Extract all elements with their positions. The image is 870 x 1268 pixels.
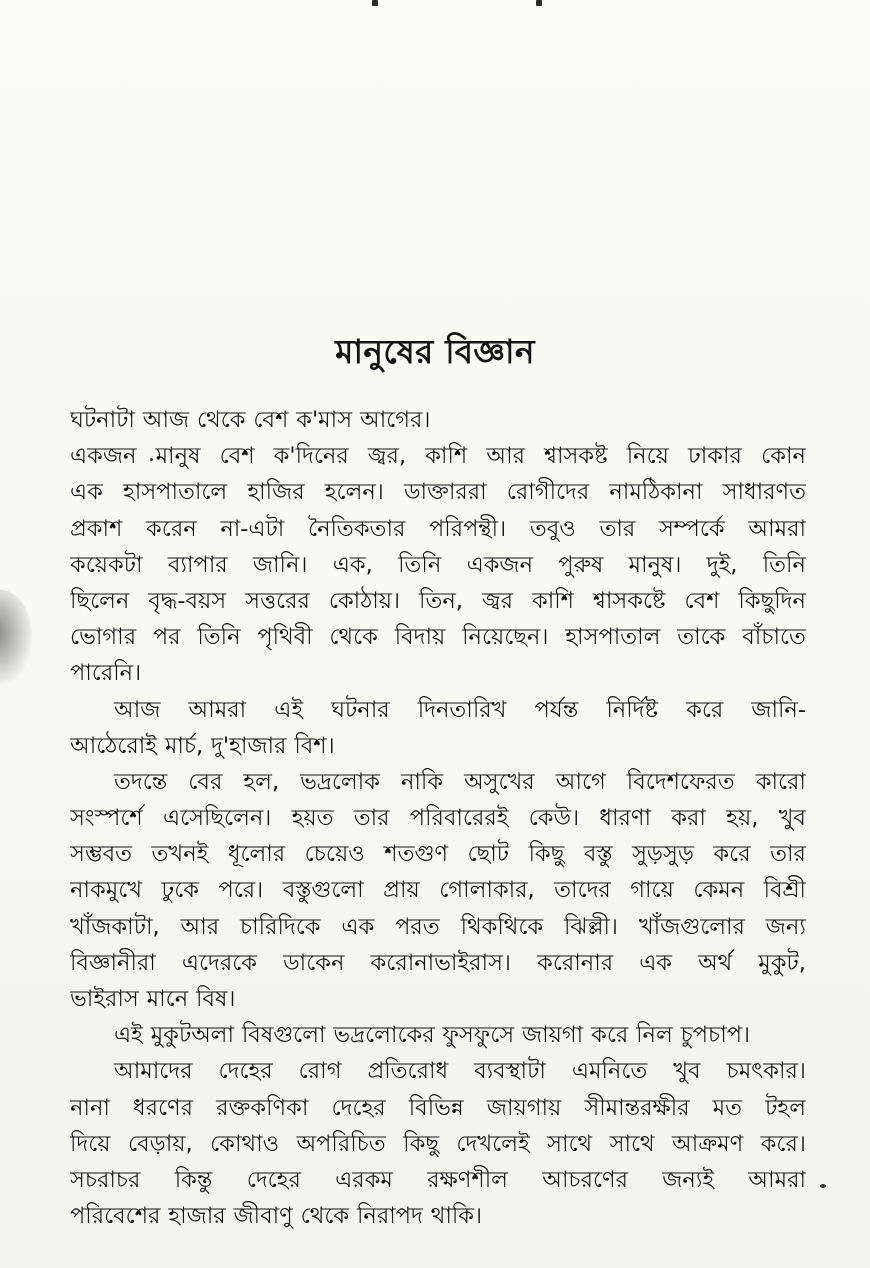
text-line: এক হাসপাতালে হাজির হলেন। ডাক্তাররা রোগীদের নামঠিকানা সাধারণত [70,479,806,506]
text-line: ভাইরাস মানে বিষ। [70,986,236,1012]
text-line: এই মুকুটঅলা বিষগুলো ভদ্রলোকের ফুসফুসে জায়গা করে নিল চুপচাপ। [114,1022,751,1049]
text-line: নানা ধরণের রক্তকণিকা দেহের বিভিন্ন জায়গায় সীমান্তরক্ষীর মত টহল [70,1094,806,1121]
text-line: কয়েকটা ব্যাপার জানি। এক, তিনি একজন পুরুষ মানুষ। দুই, তিনি [70,551,806,578]
text-line: ভোগার পর তিনি পৃথিবী থেকে বিদায় নিয়েছেন। হাসপাতাল তাকে বাঁচাতে [70,624,806,651]
print-mark [372,0,378,6]
text-line: সম্ভবত তখনই ধূলোর চেয়েও শতগুণ ছোট কিছু বস্তু সুড়সুড় করে তার [70,841,806,868]
paragraph [70,764,806,1017]
text-line: খাঁজকাটা, আর চারিদিকে এক পরত থিকথিকে ঝিল্লী। খাঁজগুলোর জন্য [70,913,806,940]
paragraph [70,1053,806,1234]
text-line: দিয়ে বেড়ায়, কোথাও অপরিচিত কিছু দেখলেই সাথে সাথে আক্রমণ করে। [70,1130,806,1157]
text-line: পারেনি। [70,660,142,687]
text-line: প্রকাশ করেন না-এটা নৈতিকতার পরিপন্থী। তবুও তার সম্পর্কে আমরা [70,515,806,542]
text-line: একজন মানুষ বেশ ক'দিনের জ্বর, কাশি আর শ্বাসকষ্ট নিয়ে ঢাকার কোন [70,443,806,470]
paragraph [70,402,806,438]
chapter-title: মানুষের বিজ্ঞান [335,332,535,371]
text-line: ছিলেন বৃদ্ধ-বয়স সত্তরের কোঠায়। তিন, জ্বর কাশি শ্বাসকষ্টে বেশ কিছুদিন [70,587,806,614]
text-line: নাকমুখে ঢুকে পরে। বস্তুগুলো প্রায় গোলাকার, তাদের গায়ে কেমন বিশ্রী [70,877,806,904]
text-line: সংস্পর্শে এসেছিলেন। হয়ত তার পরিবারেরই কেউ। ধারণা করা হয়, খুব [70,805,806,832]
page-speck [820,1184,826,1188]
text-line: পরিবেশের হাজার জীবাণু থেকে নিরাপদ থাকি। [70,1203,483,1230]
paragraph [70,438,806,691]
finger-shadow [0,590,32,685]
paragraph [70,1017,806,1053]
body-text [70,402,806,1234]
text-line: ঘটনাটা আজ থেকে বেশ ক'মাস আগের। [70,407,431,433]
text-line: আজ আমরা এই ঘটনার দিনতারিখ পর্যন্ত নির্দিষ্ট করে জানি- [114,696,806,723]
text-line: বিজ্ঞানীরা এদেরকে ডাকেন করোনাভাইরাস। করোনার এক অর্থ মুকুট, [70,949,806,976]
print-mark [536,0,542,6]
text-line: তদন্তে বের হল, ভদ্রলোক নাকি অসুখের আগে বিদেশফেরত কারো [114,768,806,795]
text-line: আঠেরোই মার্চ, দু'হাজার বিশ। [70,732,335,759]
paragraph [70,692,806,764]
text-line: সচরাচর কিন্তু দেহের এরকম রক্ষণশীল আচরণের জন্যই আমরা [70,1166,806,1193]
text-line: আমাদের দেহের রোগ প্রতিরোধ ব্যবস্থাটা এমনিতে খুব চমৎকার। [114,1058,806,1085]
